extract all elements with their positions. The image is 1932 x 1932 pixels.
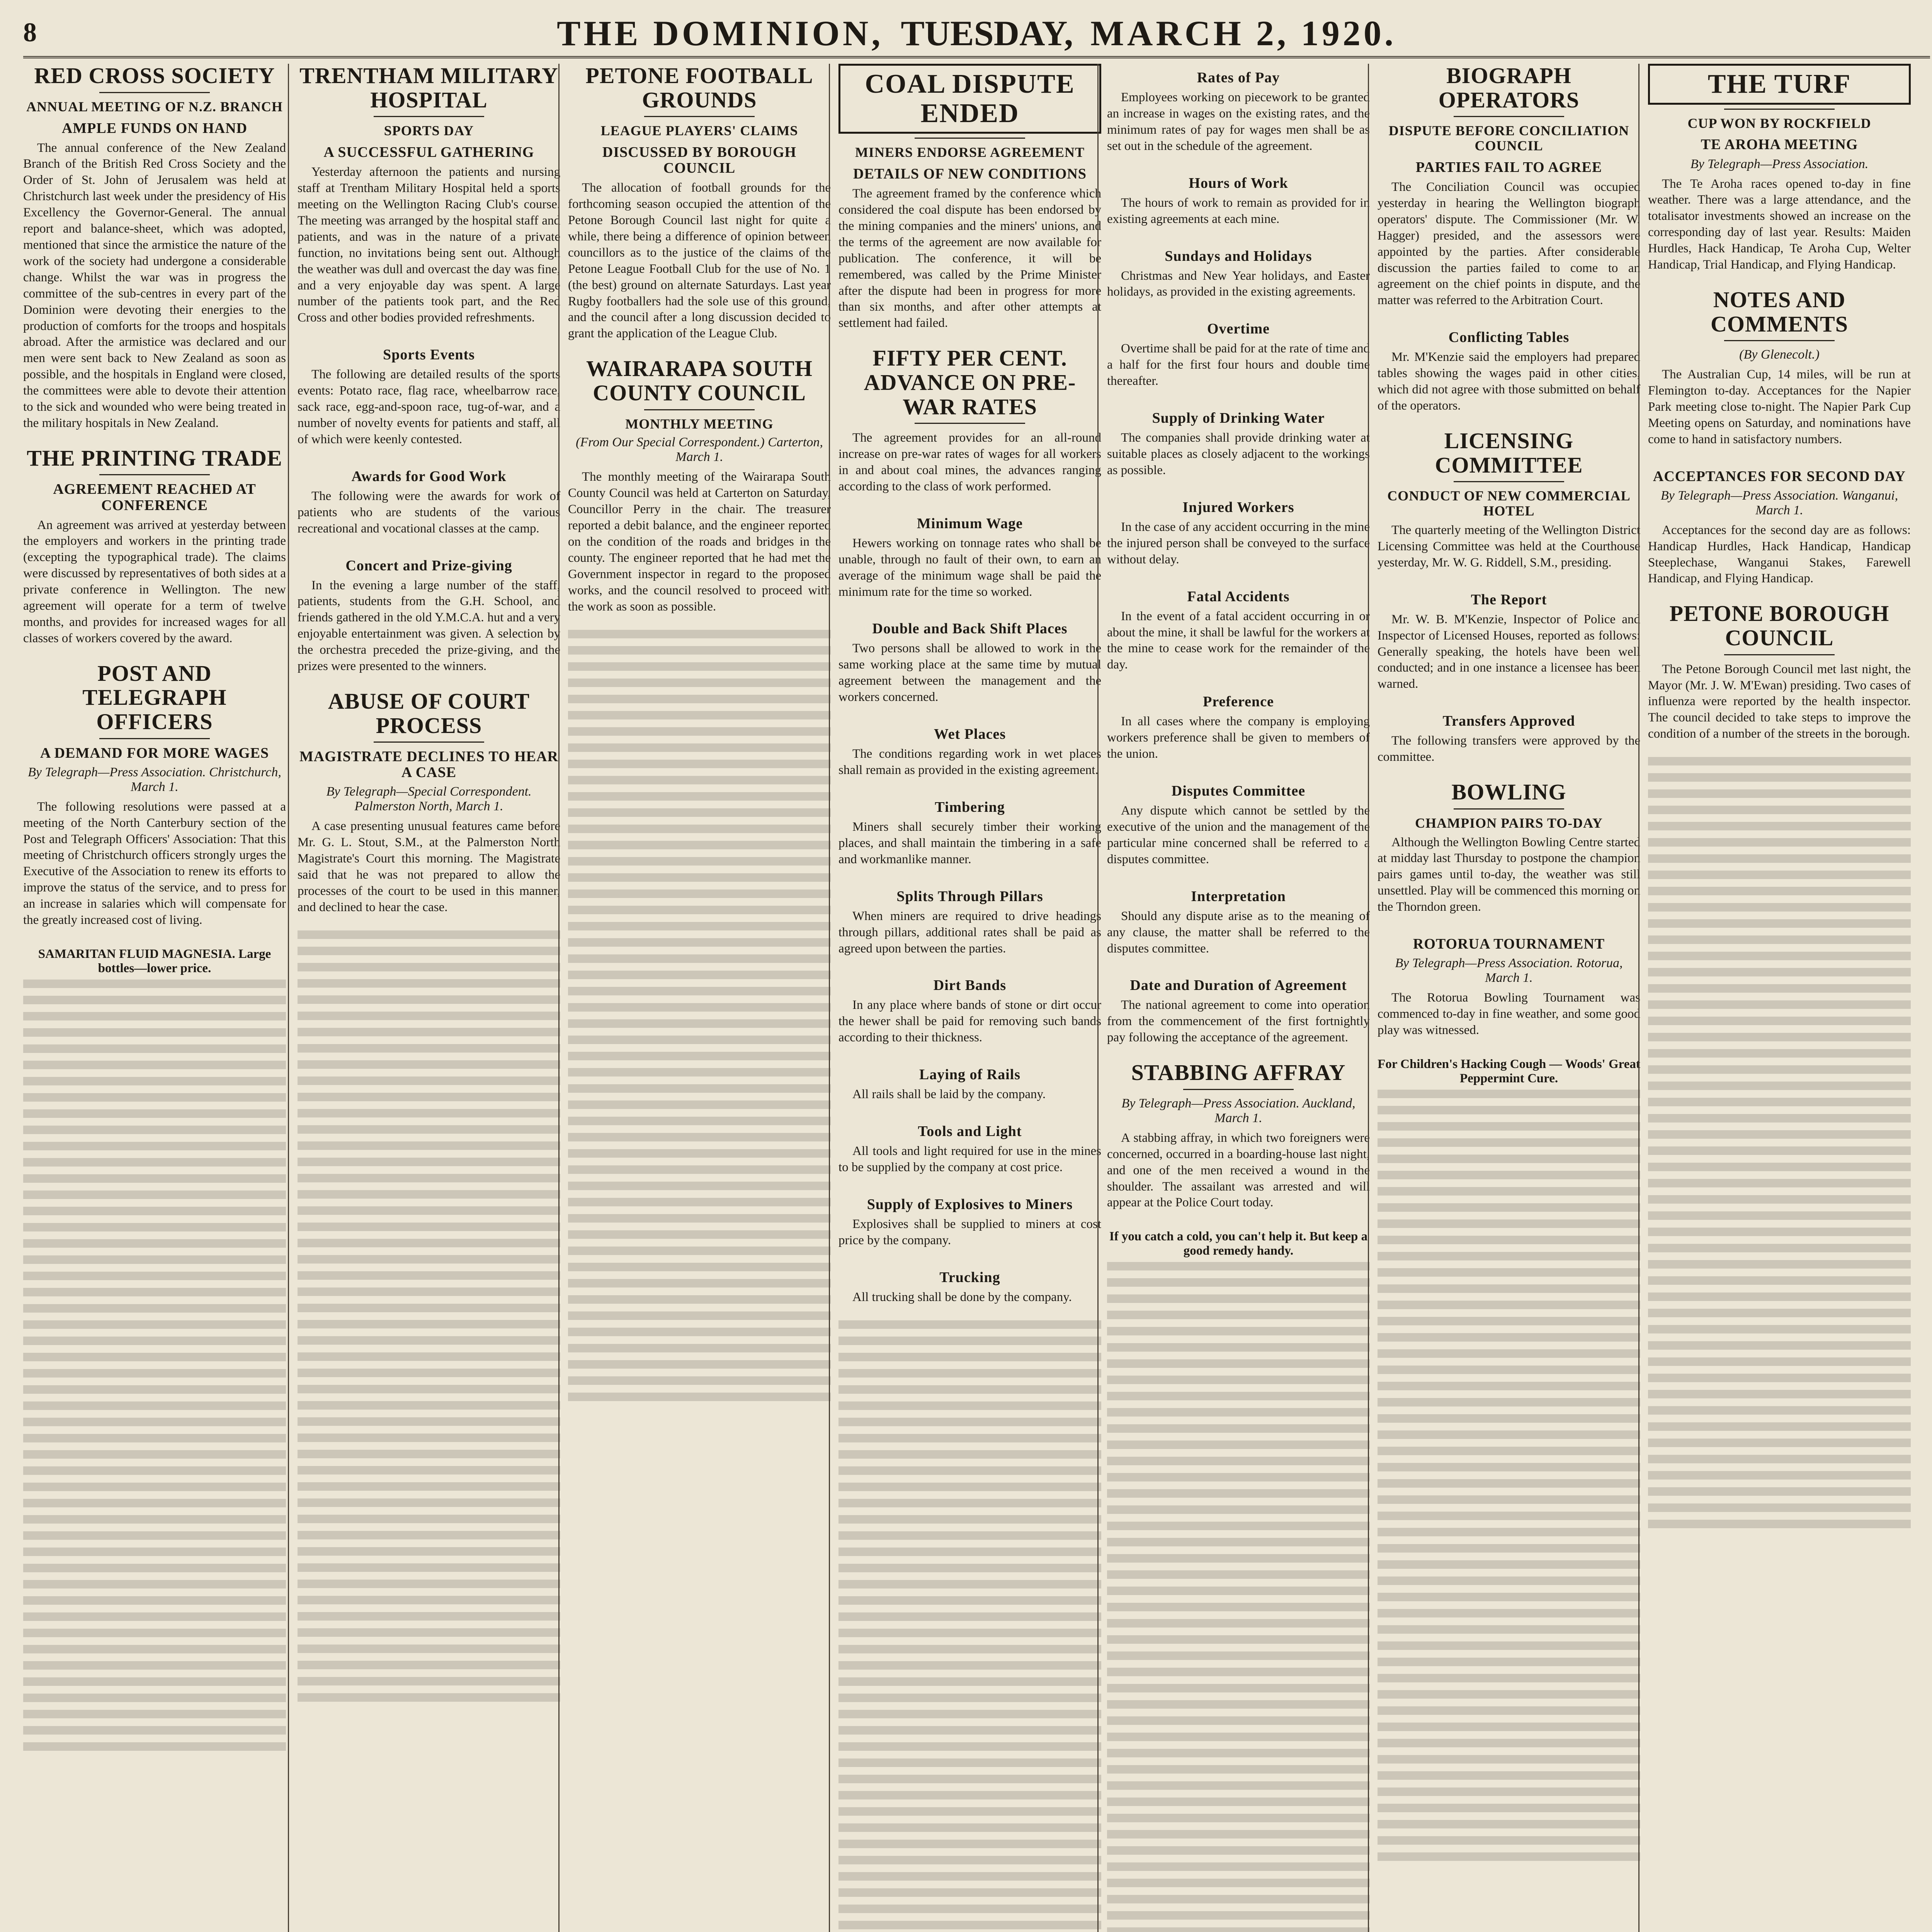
article: [23, 662, 286, 943]
section-heading: Sports Events: [383, 347, 475, 363]
headline-divider: [374, 116, 484, 117]
section-heading: Conflicting Tables: [1448, 329, 1570, 346]
article-body: Two persons shall be allowed to work in the same working place at the same time by mutual agreement between the management and the workers concerned.: [838, 641, 1101, 704]
article: [23, 64, 286, 446]
article-body: In the event of a fatal accident occurring in or about the mine, it shall be lawful for the workers at the mine to cease work for the remainder of the day.: [1107, 609, 1370, 672]
article-gap: [23, 437, 286, 446]
newsprint-filler: [23, 980, 286, 1752]
article-body: The agreement framed by the conference which considered the coal dispute has been endorsed by the mining companies and the miners' unions, and the terms of the agreement are now available for publication. The conference, it will be remembered, was called by the Prime Minister after the dispute had been in progress for more than six months, and after other attempts at settlement had failed.: [838, 187, 1101, 330]
article-body: Explosives shall be supplied to miners at cost price by the company.: [838, 1217, 1101, 1247]
section-heading: A DEMAND FOR MORE WAGES: [40, 745, 269, 761]
article-gap: [1107, 962, 1370, 971]
article-gap: [568, 347, 831, 357]
article: [1107, 410, 1370, 493]
section-heading: Date and Duration of Agreement: [1130, 977, 1347, 994]
section-heading: DETAILS OF NEW CONDITIONS: [853, 166, 1087, 182]
article-gap: [298, 921, 560, 930]
subheading: DISPUTE BEFORE CONCILIATION COUNCIL: [1388, 123, 1629, 154]
headline-text: THE PRINTING TRADE: [27, 445, 282, 471]
section-heading: Disputes Committee: [1171, 783, 1306, 799]
article-gap: [838, 784, 1101, 793]
headline-text: ABUSE OF COURT PROCESS: [328, 689, 530, 738]
headline-text: NOTES AND COMMENTS: [1711, 287, 1848, 337]
article-gap: [1378, 577, 1640, 586]
headline-text: POST AND TELEGRAPH OFFICERS: [82, 660, 227, 735]
headline: [568, 357, 831, 405]
section-heading: Preference: [1203, 694, 1274, 710]
article-gap: [838, 962, 1101, 971]
headline-divider: [1454, 116, 1564, 117]
headline-divider: [1454, 808, 1564, 810]
column-rule: [829, 64, 830, 1932]
section-heading: Wet Places: [934, 726, 1006, 743]
section-heading: A SUCCESSFUL GATHERING: [323, 144, 534, 161]
article-gap: [1648, 453, 1911, 463]
article-gap: [1378, 314, 1640, 323]
section-heading: Injured Workers: [1182, 499, 1294, 515]
article: [298, 689, 560, 930]
article-body: In the case of any accident occurring in the mine the injured person shall be conveyed to the surface without delay.: [1107, 520, 1370, 566]
section-heading: Trucking: [939, 1269, 1000, 1286]
article-body: The Conciliation Council was occupied yesterday in hearing the Wellington biograph operators' dispute. The Commissioner (Mr. W. Hagger) presided, and the assessors were appointed by the parties. After considerable discussion the parties failed to come to an agreement on the chief points in dispute, and the matter was referred to the Arbitration Court.: [1378, 180, 1640, 308]
article: [568, 64, 831, 357]
newsprint-filler: [838, 1320, 1101, 1932]
section-heading: AGREEMENT REACHED AT CONFERENCE: [53, 481, 256, 514]
article-body: All tools and light required for use in the mines to be supplied by the company at cost price.: [838, 1144, 1101, 1175]
headline-divider: [99, 738, 210, 739]
section-heading: Concert and Prize-giving: [345, 557, 512, 574]
newsprint-filler: [1107, 1262, 1370, 1932]
subheading: CUP WON BY ROCKFIELD: [1687, 115, 1871, 131]
article: [838, 516, 1101, 615]
article-gap: [1107, 233, 1370, 242]
article-gap: [838, 500, 1101, 510]
section-heading: Laying of Rails: [919, 1066, 1021, 1083]
article-body: Miners shall securely timber their working places, and shall maintain the timbering in a safe and workmanlike manner.: [838, 820, 1101, 866]
article-body: The following transfers were approved by the committee.: [1378, 734, 1640, 764]
headline: [23, 446, 286, 471]
article-gap: [568, 621, 831, 630]
subheading: SPORTS DAY: [384, 123, 474, 139]
article: [838, 726, 1101, 793]
headline: [23, 662, 286, 734]
headline-text: FIFTY PER CENT. ADVANCE ON PRE-WAR RATES: [864, 345, 1076, 419]
section-heading: Timbering: [935, 799, 1005, 815]
section-heading: ROTORUA TOURNAMENT: [1413, 936, 1605, 952]
column-rule: [558, 64, 560, 1932]
article-gap: [1107, 306, 1370, 315]
subheading: CHAMPION PAIRS TO-DAY: [1415, 815, 1603, 831]
article: [838, 621, 1101, 720]
article-gap: [1648, 592, 1911, 602]
article-gap: [1378, 420, 1640, 429]
article: [298, 469, 560, 552]
article-body: The hours of work to remain as provided for in existing agreements at each mine.: [1107, 196, 1370, 226]
headline: [1648, 64, 1911, 105]
headline-divider: [1724, 340, 1835, 341]
article-gap: [1107, 873, 1370, 883]
section-heading: Awards for Good Work: [351, 468, 507, 485]
article-body: The following were the awards for work of patients who are students of the various recreational and vocational classes at the camp.: [298, 489, 560, 536]
article: [1648, 288, 1911, 463]
headline: [838, 346, 1101, 419]
article: [1107, 589, 1370, 688]
headline: [1648, 602, 1911, 650]
newsprint-filler: [1378, 1090, 1640, 1862]
column-rule: [1638, 64, 1639, 1932]
headline: [1648, 288, 1911, 336]
article: [838, 1124, 1101, 1190]
column-5: [1107, 64, 1370, 1932]
article-gap: [23, 934, 286, 943]
article-body: Mr. M'Kenzie said the employers had prepared tables showing the wages paid in other cities, which did not agree with those submitted on behalf of the operators.: [1378, 350, 1640, 413]
article: [838, 1270, 1101, 1320]
headline: [1107, 1061, 1370, 1085]
article-gap: [1378, 698, 1640, 707]
headline-divider: [99, 474, 210, 475]
article-gap: [1107, 1051, 1370, 1061]
section-heading: Transfers Approved: [1442, 713, 1575, 730]
headline-text: PETONE BOROUGH COUNCIL: [1669, 601, 1889, 650]
section-heading: ACCEPTANCES FOR SECOND DAY: [1653, 468, 1906, 485]
newsprint-filler: [298, 930, 560, 1703]
article-body: The conditions regarding work in wet places shall remain as provided in the existing agreement.: [838, 747, 1101, 777]
article-gap: [1107, 679, 1370, 688]
article: [298, 347, 560, 463]
section-heading: Tools and Light: [918, 1123, 1022, 1140]
subheading: MINERS ENDORSE AGREEMENT: [855, 145, 1085, 160]
headline-divider: [1724, 654, 1835, 655]
section-heading: Double and Back Shift Places: [872, 621, 1068, 637]
article: [1107, 694, 1370, 777]
headline-text: BIOGRAPH OPERATORS: [1438, 64, 1580, 112]
article-body: The Te Aroha races opened to-day in fine weather. There was a large attendance, and the totalisator investments showed an increase on the corresponding day of last year. Results: Maiden Hurdles, Hack Handicap, Te Aroha Cup, Welter Handicap, Trial Handicap, and Flying Handicap.: [1648, 177, 1911, 272]
article-gap: [838, 605, 1101, 615]
article: [838, 64, 1101, 346]
article-body: Hewers working on tonnage rates who shall be unable, through no fault of their own, to earn an average of the minimum wage shall be paid the minimum rate for the time so worked.: [838, 536, 1101, 599]
article-gap: [838, 337, 1101, 346]
dateline: By Telegraph—Press Association. Wanganui, March 1.: [1660, 488, 1898, 517]
article: [1107, 70, 1370, 169]
article: [1648, 64, 1911, 288]
section-heading: Dirt Bands: [933, 977, 1007, 994]
article-body: The annual conference of the New Zealand Branch of the British Red Cross Society and the Order of St. John of Jerusalem was held at Christchurch last week under the presidency of His Excellency the Governor-General. The annual report and balance-sheet, which was adopted, mentioned that since the armistice the nature of the work of the society had undergone a considerable change. Whilst the war was in progress the committee of the sub-centres in every part of the Dominion were devoting their energies to the production of comforts for the troops and hospitals abroad. After the armistice was declared and our men were sent back to New Zealand as soon as possible, and the hospitals in England were closed, the committees were able to devote their attention to the sick and wounded who were being treated in the military hospitals in New Zealand.: [23, 141, 286, 430]
article-gap: [298, 680, 560, 689]
article-body: Overtime shall be paid for at the rate of time and a half for the first four hours and double time thereafter.: [1107, 342, 1370, 388]
article-gap: [1378, 1044, 1640, 1053]
headline-divider: [1724, 109, 1835, 110]
headline: [298, 64, 560, 112]
article-body: The following resolutions were passed at a meeting of the North Canterbury section of the Post and Telegraph Officers' Association: That this meeting of Christchurch officers strongly urges the Executive of the Association to renew its efforts to improve the status of the service, and to press for an increase in salaries which will compensate for the greatly increased cost of living.: [23, 799, 286, 927]
headline-divider: [915, 423, 1025, 424]
newsprint-filler: [1648, 757, 1911, 1530]
article-body: The agreement provides for an all-round increase on pre-war rates of wages for all workers in and about coal mines, the advances ranging according to the class of work performed.: [838, 431, 1101, 493]
article: [1648, 469, 1911, 602]
article-gap: [838, 1051, 1101, 1061]
article-body: A stabbing affray, in which two foreigners were concerned, occurred in a boarding-house last night, and one of the men received a wound in the shoulder. The assailant was arrested and will appear at the Police Court today.: [1107, 1131, 1370, 1210]
article: [1107, 248, 1370, 315]
article-body: In any place where bands of stone or dirt occur the hewer shall be paid for removing such bands according to their thickness.: [838, 998, 1101, 1045]
article-body: Yesterday afternoon the patients and nursing staff at Trentham Military Hospital held a sports meeting on the Wellington Racing Club's course. The meeting was arranged by the hospital staff and patients, and was in the nature of a private function, no invitations being sent out. Although the weather was dull and overcast the day was fine, and a very enjoyable day was spent. A large number of the patients took part, and the Red Cross and other bodies provided refreshments.: [298, 165, 560, 325]
column-rule: [288, 64, 289, 1932]
masthead-date: MARCH 2, 1920.: [1090, 14, 1396, 53]
dateline: By Telegraph—Press Association. Christchurch, March 1.: [28, 765, 281, 794]
article-body: Employees working on piecework to be granted an increase in wages on the existing rates, and the minimum rates of pay for wages men shall be as set out in the schedule of the agreement.: [1107, 90, 1370, 153]
article: [838, 1067, 1101, 1117]
article-body: When miners are required to drive headings through pillars, additional rates shall be paid as agreed upon between the parties.: [838, 909, 1101, 956]
dateline: By Telegraph—Press Association.: [1690, 156, 1869, 171]
headline: [1378, 780, 1640, 804]
section-heading: PARTIES FAIL TO AGREE: [1415, 159, 1602, 175]
subheading: ANNUAL MEETING OF N.Z. BRANCH: [26, 99, 283, 114]
section-heading: DISCUSSED BY BOROUGH COUNCIL: [602, 144, 797, 177]
article-gap: [1378, 771, 1640, 780]
article-body: The following are detailed results of the sports events: Potato race, flag race, wheelbarrow race, sack race, egg-and-spoon race, tug-of-war, and a number of novelty events for patients and staff, all of which were keenly contested.: [298, 367, 560, 446]
subheading: MONTHLY MEETING: [625, 416, 774, 432]
article: [298, 558, 560, 689]
headline-divider: [644, 116, 755, 117]
dateline: By Telegraph—Special Correspondent. Palmerston North, March 1.: [326, 784, 532, 814]
article: [838, 1197, 1101, 1264]
article: [1107, 783, 1370, 883]
dateline: By Telegraph—Press Association. Rotorua, March 1.: [1395, 956, 1623, 985]
article-body: Christmas and New Year holidays, and Easter holidays, as provided in the existing agreements.: [1107, 269, 1370, 299]
section-heading: Supply of Explosives to Miners: [867, 1196, 1073, 1213]
article-gap: [838, 1181, 1101, 1190]
headline-divider: [99, 92, 210, 93]
section-heading: TE AROHA MEETING: [1701, 136, 1858, 153]
article: [1378, 64, 1640, 323]
article-body: In all cases where the company is employing workers preference shall be given to members of the union.: [1107, 714, 1370, 761]
article-body: In the evening a large number of the staff, patients, students from the G.H. School, and friends gathered in the old Y.M.C.A. hut and a very enjoyable entertainment was given. A selection by the orchestra preceded the prize-giving, and the prizes were presented to the winners.: [298, 578, 560, 673]
column-rule: [1368, 64, 1369, 1932]
article-gap: [1107, 160, 1370, 169]
dateline: By Telegraph—Press Association. Auckland, March 1.: [1121, 1096, 1355, 1125]
article: [298, 64, 560, 341]
column-4: [838, 64, 1101, 1932]
article-body: Mr. W. B. M'Kenzie, Inspector of Police and Inspector of Licensed Houses, reported as follows: Generally speaking, the hotels have been well conducted; and in one instance a licensee has been warned.: [1378, 612, 1640, 691]
headline-text: RED CROSS SOCIETY: [34, 64, 275, 88]
headline: [1378, 64, 1640, 112]
article: [1378, 429, 1640, 586]
headline-divider: [374, 742, 484, 743]
masthead: [23, 10, 1930, 58]
article: [1378, 592, 1640, 707]
article-body: The quarterly meeting of the Wellington District Licensing Committee was held at the Courthouse yesterday, Mr. W. G. Riddell, S.M., presiding.: [1378, 523, 1640, 570]
article-gap: [838, 1254, 1101, 1264]
headline: [568, 64, 831, 112]
article-gap: [1648, 748, 1911, 757]
article: [1648, 602, 1911, 757]
article-body: An agreement was arrived at yesterday between the employers and workers in the printing trade (excepting the typographical trade). The claims were discussed by representatives of both sides at a private conference in Wellington. The new agreement will operate for a term of twelve months, and provides for increased wages for all classes of workers covered by the award.: [23, 518, 286, 645]
article-body: All rails shall be laid by the company.: [852, 1087, 1046, 1102]
column-6: [1378, 64, 1640, 1932]
column-7: [1648, 64, 1911, 1932]
article-body: The Australian Cup, 14 miles, will be run at Flemington to-day. Acceptances for the Napier Park meeting close to-night. The Napier Park Cup Meeting opens on Saturday, and nominations have come to hand in satisfactory numbers.: [1648, 367, 1911, 446]
article-body: Any dispute which cannot be settled by the executive of the union and the management of the particular mine concerned shall be referred to a disputes committee.: [1107, 804, 1370, 866]
article-gap: [838, 1108, 1101, 1117]
article-body: The Petone Borough Council met last night, the Mayor (Mr. J. W. M'Ewan) presiding. Two cases of influenza were reported by the health inspector. The council decided to take steps to improve the condition of a number of the streets in the borough.: [1648, 662, 1911, 741]
headline-text: LICENSING COMMITTEE: [1435, 428, 1583, 478]
section-heading: Minimum Wage: [917, 515, 1023, 532]
section-heading: Interpretation: [1191, 888, 1286, 905]
article-gap: [838, 711, 1101, 720]
article-body: The national agreement to come into operation from the commencement of the first fortnightly pay following the acceptance of the agreement.: [1107, 998, 1370, 1045]
section-heading: Rates of Pay: [1197, 70, 1280, 86]
section-heading: Fatal Accidents: [1187, 588, 1290, 605]
article: [838, 799, 1101, 883]
article-gap: [298, 453, 560, 463]
article-gap: [1378, 921, 1640, 930]
subheading: CONDUCT OF NEW COMMERCIAL HOTEL: [1387, 488, 1631, 519]
section-heading: MAGISTRATE DECLINES TO HEAR A CASE: [299, 748, 558, 781]
article-gap: [1648, 279, 1911, 288]
article-gap: [298, 332, 560, 341]
article-body: A case presenting unusual features came before Mr. G. L. Stout, S.M., at the Palmerston North Magistrate's Court this morning. The Magistrate said that he was not prepared to allow the processes of the court to be used in this manner, and declined to hear the case.: [298, 819, 560, 914]
article-gap: [298, 543, 560, 552]
column-rule: [1097, 64, 1099, 1932]
section-heading: The Report: [1471, 591, 1547, 608]
article-gap: [1107, 1216, 1370, 1226]
headline-divider: [1183, 1089, 1294, 1090]
article: [1107, 978, 1370, 1061]
article-gap: [838, 873, 1101, 883]
article: [1107, 175, 1370, 242]
paper-name: THE DOMINION,: [557, 14, 884, 53]
article-body: The allocation of football grounds for the forthcoming season occupied the attention of the Petone Borough Council last night for quite a while, there being a difference of opinion between councillors as to the justice of the claims of the Petone League Football Club for the use of No. 1 (the best) ground on alternate Saturdays. Last year Rugby footballers had the sole use of this ground, and the council after a long discussion decided to grant the application of the League Club.: [568, 181, 831, 341]
article-gap: [1107, 484, 1370, 493]
section-heading: Overtime: [1207, 321, 1270, 337]
article: [568, 357, 831, 629]
headline: [838, 64, 1101, 134]
article-body: All trucking shall be done by the company.: [852, 1290, 1072, 1304]
headline-text: THE TURF: [1648, 64, 1911, 105]
article-gap: [1107, 395, 1370, 404]
article: [23, 446, 286, 662]
subheading: LEAGUE PLAYERS' CLAIMS: [600, 123, 798, 139]
headline-text: STABBING AFFRAY: [1131, 1060, 1346, 1085]
article: [1107, 1061, 1370, 1226]
section-heading: Splits Through Pillars: [896, 888, 1043, 905]
headline: [298, 689, 560, 738]
headline-divider: [644, 409, 755, 410]
section-heading: Hours of Work: [1189, 175, 1288, 191]
section-heading: Supply of Drinking Water: [1152, 410, 1325, 427]
headline-text: WAIRARAPA SOUTH COUNTY COUNCIL: [586, 356, 813, 405]
article: [838, 978, 1101, 1061]
article: [1378, 713, 1640, 780]
headline: [1378, 429, 1640, 477]
page-number: 8: [23, 18, 37, 48]
column-2: [298, 64, 560, 1932]
article-gap: [1107, 573, 1370, 583]
headline-divider: [915, 138, 1025, 139]
headline-text: PETONE FOOTBALL GROUNDS: [585, 64, 813, 112]
advertisement: If you catch a cold, you can't help it. But keep a good remedy handy.: [1109, 1230, 1368, 1258]
article-gap: [23, 652, 286, 662]
newsprint-filler: [568, 630, 831, 1403]
article: [838, 889, 1101, 972]
headline-text: BOWLING: [1451, 779, 1566, 805]
article-body: The monthly meeting of the Wairarapa South County Council was held at Carterton on Saturday, Councillor Perry in the chair. The treasurer reported a debit balance, and the engineer reported on the condition of the roads and bridges in the county. The engineer reported that he had met the Government inspector in regard to the proposed works, and the council resolved to proceed with the work as soon as possible.: [568, 470, 831, 614]
masthead-day: TUESDAY,: [901, 14, 1073, 53]
article-body: The companies shall provide drinking water at suitable places as closely adjacent to the workings as possible.: [1107, 431, 1370, 477]
column-1: [23, 64, 286, 1932]
headline-text: COAL DISPUTE ENDED: [838, 64, 1101, 134]
dateline: (By Glenecolt.): [1739, 347, 1820, 362]
headline: [23, 64, 286, 88]
headline-text: TRENTHAM MILITARY HOSPITAL: [299, 64, 558, 112]
headline-divider: [1454, 481, 1564, 482]
article-body: The Rotorua Bowling Tournament was commenced to-day in fine weather, and some good play was witnessed.: [1378, 991, 1640, 1037]
article-body: Acceptances for the second day are as follows: Handicap Hurdles, Hack Handicap, Handicap Steeplechase, Wanganui Stakes, Farewell Handicap, and Flying Handicap.: [1648, 523, 1911, 586]
article-body: Although the Wellington Bowling Centre started at midday last Thursday to postpone the champion pairs games until to-day, the weather was still unsettled. Play will be commenced this morning on the Thorndon green.: [1378, 835, 1640, 914]
article: [838, 346, 1101, 510]
advertisement: SAMARITAN FLUID MAGNESIA. Large bottles—lower price.: [38, 947, 271, 975]
article: [1107, 321, 1370, 404]
article: [1378, 330, 1640, 429]
article: [1107, 889, 1370, 972]
advertisement: For Children's Hacking Cough — Woods' Great Peppermint Cure.: [1378, 1057, 1640, 1085]
column-3: [568, 64, 831, 1932]
article-gap: [1107, 768, 1370, 777]
article: [1378, 936, 1640, 1053]
article: [1107, 500, 1370, 583]
masthead-title: [23, 13, 1930, 54]
section-heading: AMPLE FUNDS ON HAND: [61, 120, 248, 136]
article-body: Should any dispute arise as to the meaning of any clause, the matter shall be referred to the disputes committee.: [1107, 909, 1370, 956]
article: [1378, 780, 1640, 930]
dateline: (From Our Special Correspondent.) Carterton, March 1.: [576, 435, 823, 464]
article-gap: [838, 1311, 1101, 1320]
section-heading: Sundays and Holidays: [1165, 248, 1312, 264]
